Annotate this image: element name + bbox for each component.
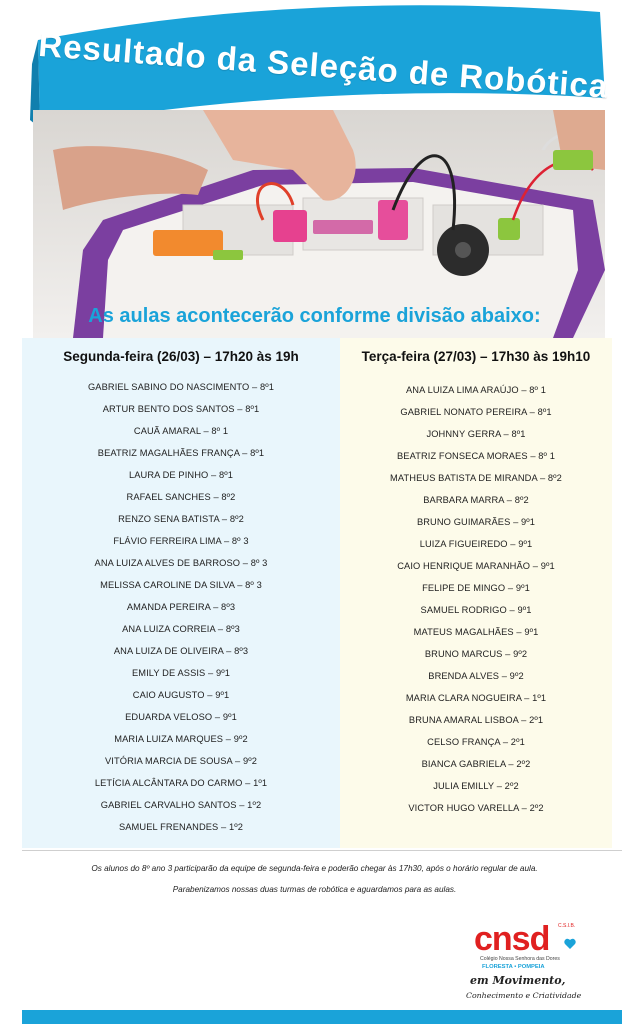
student-item: BRUNO MARCUS – 9º2 (424, 649, 528, 659)
student-item: RAFAEL SANCHES – 8º2 (126, 492, 236, 502)
student-item: FLÁVIO FERREIRA LIMA – 8º 3 (113, 536, 249, 546)
student-item: JOHNNY GERRA – 8º1 (426, 429, 526, 439)
schedule-subtitle: As aulas acontecerão conforme divisão abaixo: (88, 305, 541, 327)
tuesday-column (340, 338, 612, 848)
student-item: VITÓRIA MARCIA DE SOUSA – 9º2 (105, 756, 257, 766)
monday-student-list (22, 376, 340, 838)
monday-heading: Segunda-feira (26/03) – 17h20 às 19h (63, 349, 299, 364)
student-item: LETÍCIA ALCÂNTARA DO CARMO – 1º1 (94, 778, 268, 788)
student-item: BARBARA MARRA – 8º2 (423, 495, 529, 505)
heart-icon (564, 938, 576, 950)
student-item: LUIZA FIGUEIREDO – 9º1 (419, 539, 533, 549)
student-item: AMANDA PEREIRA – 8º3 (126, 602, 236, 612)
student-item: CAIO AUGUSTO – 9º1 (132, 690, 230, 700)
student-item: GABRIEL CARVALHO SANTOS – 1º2 (100, 800, 262, 810)
logo-wordmark: cnsd (474, 920, 550, 958)
student-item: BEATRIZ FONSECA MORAES – 8º 1 (396, 451, 555, 461)
student-item: RENZO SENA BATISTA – 8º2 (118, 514, 244, 524)
student-item: BRUNO GUIMARÃES – 9º1 (416, 517, 536, 527)
note-schedule: Os alunos do 8º ano 3 participarão da equipe de segunda-feira e poderão chegar às 17h30, após o horário regular de aula. (91, 864, 538, 873)
student-item: BEATRIZ MAGALHÃES FRANÇA – 8º1 (97, 448, 265, 458)
logo-tagline: em Movimento, (470, 974, 566, 987)
student-item: ARTUR BENTO DOS SANTOS – 8º1 (102, 404, 260, 414)
student-item: GABRIEL SABINO DO NASCIMENTO – 8º1 (87, 382, 275, 392)
note-congratulations: Parabenizamos nossas duas turmas de robótica e aguardamos para as aulas. (172, 885, 457, 894)
school-logo (466, 920, 590, 1010)
student-item: CAUÃ AMARAL – 8º 1 (133, 426, 229, 436)
student-item: MARIA CLARA NOGUEIRA – 1º1 (405, 693, 547, 703)
student-item: FELIPE DE MINGO – 9º1 (422, 583, 530, 593)
student-item: GABRIEL NONATO PEREIRA – 8º1 (400, 407, 552, 417)
student-item: ANA LUIZA ALVES DE BARROSO – 8º 3 (94, 558, 268, 568)
divider (22, 850, 622, 851)
page-title: Resultado da Seleção de Robótica (37, 26, 610, 105)
student-item: ANA LUIZA CORREIA – 8º3 (122, 624, 240, 634)
student-item: MATHEUS BATISTA DE MIRANDA – 8º2 (390, 473, 562, 483)
tuesday-heading: Terça-feira (27/03) – 17h30 às 19h10 (361, 349, 591, 364)
logo-tagline-sub: Conhecimento e Criatividade (466, 991, 582, 1000)
tuesday-student-list (340, 379, 612, 819)
student-item: LAURA DE PINHO – 8º1 (128, 470, 234, 480)
student-item: ANA LUIZA DE OLIVEIRA – 8º3 (113, 646, 249, 656)
student-item: CELSO FRANÇA – 2º1 (427, 737, 525, 747)
logo-school-name: Colégio Nossa Senhora das Dores (480, 956, 560, 962)
student-item: SAMUEL FRENANDES – 1º2 (118, 822, 244, 832)
footer-bar (22, 1010, 622, 1024)
student-item: ANA LUIZA LIMA ARAÚJO – 8º 1 (405, 385, 547, 395)
robotics-photo (33, 110, 605, 338)
student-item: SAMUEL RODRIGO – 9º1 (420, 605, 532, 615)
student-item: BIANCA GABRIELA – 2º2 (421, 759, 531, 769)
student-item: MELISSA CAROLINE DA SILVA – 8º 3 (100, 580, 262, 590)
monday-column (22, 338, 340, 848)
student-item: EMILY DE ASSIS – 9º1 (131, 668, 231, 678)
student-item: BRUNA AMARAL LISBOA – 2º1 (408, 715, 544, 725)
student-item: JULIA EMILLY – 2º2 (433, 781, 519, 791)
logo-units: FLORESTA • POMPEIA (482, 964, 545, 970)
student-item: EDUARDA VELOSO – 9º1 (125, 712, 237, 722)
logo-cslb: C.S.I.B. (558, 923, 576, 929)
student-item: BRENDA ALVES – 9º2 (428, 671, 524, 681)
student-item: VICTOR HUGO VARELLA – 2º2 (408, 803, 544, 813)
student-item: CAIO HENRIQUE MARANHÃO – 9º1 (397, 561, 555, 571)
student-item: MATEUS MAGALHÃES – 9º1 (413, 627, 539, 637)
student-item: MARIA LUIZA MARQUES – 9º2 (114, 734, 248, 744)
